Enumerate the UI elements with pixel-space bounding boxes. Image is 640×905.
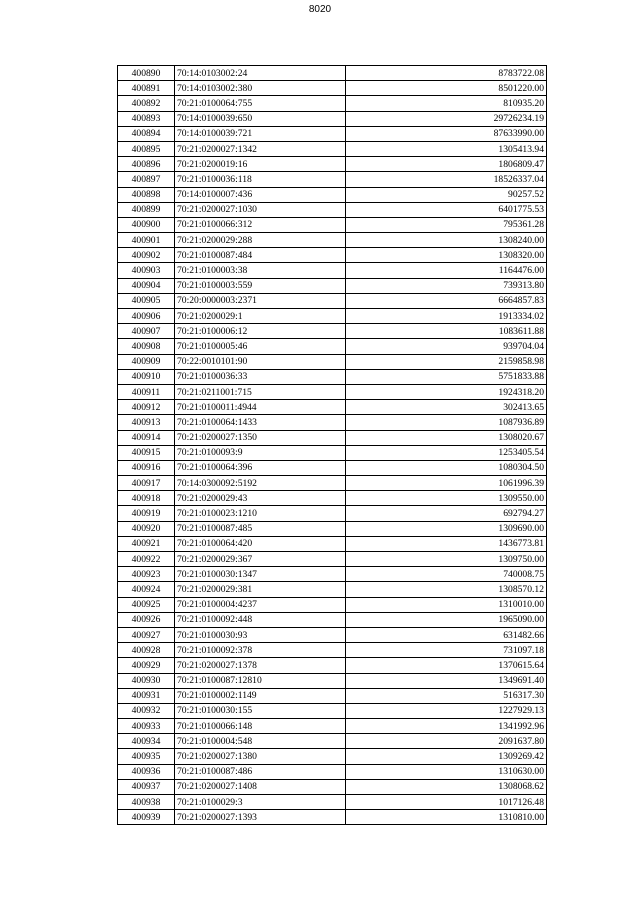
- table-row: [118, 445, 547, 460]
- row-id-cell: 400908: [118, 339, 175, 354]
- table-row: [118, 476, 547, 491]
- cadastral-value-cell: 1308068.62: [346, 779, 547, 794]
- row-id-cell: 400892: [118, 96, 175, 111]
- table-row: [118, 172, 547, 187]
- row-id-cell: 400930: [118, 673, 175, 688]
- cadastral-value-cell: 1305413.94: [346, 141, 547, 156]
- row-id-cell: 400924: [118, 582, 175, 597]
- cadastral-number-cell: 70:21:0100030:1347: [175, 567, 346, 582]
- row-id-cell: 400911: [118, 384, 175, 399]
- cadastral-number-cell: 70:21:0100011:4944: [175, 400, 346, 415]
- cadastral-value-cell: 90257.52: [346, 187, 547, 202]
- table-row: [118, 703, 547, 718]
- table-row: [118, 384, 547, 399]
- row-id-cell: 400922: [118, 552, 175, 567]
- cadastral-value-cell: 1308240.00: [346, 233, 547, 248]
- cadastral-number-cell: 70:21:0211001:715: [175, 384, 346, 399]
- cadastral-number-cell: 70:21:0100006:12: [175, 324, 346, 339]
- table-row: [118, 764, 547, 779]
- row-id-cell: 400916: [118, 460, 175, 475]
- cadastral-number-cell: 70:21:0100093:9: [175, 445, 346, 460]
- row-id-cell: 400933: [118, 719, 175, 734]
- cadastral-number-cell: 70:14:0100039:650: [175, 111, 346, 126]
- table-row: [118, 217, 547, 232]
- cadastral-value-cell: 1017126.48: [346, 795, 547, 810]
- cadastral-value-cell: 1309269.42: [346, 749, 547, 764]
- table-row: [118, 66, 547, 81]
- table-row: [118, 369, 547, 384]
- table-row: [118, 582, 547, 597]
- cadastral-number-cell: 70:21:0100003:559: [175, 278, 346, 293]
- row-id-cell: 400906: [118, 309, 175, 324]
- table-row: [118, 491, 547, 506]
- cadastral-number-cell: 70:21:0100029:3: [175, 795, 346, 810]
- table-row: [118, 248, 547, 263]
- row-id-cell: 400939: [118, 810, 175, 825]
- row-id-cell: 400919: [118, 506, 175, 521]
- table-row: [118, 278, 547, 293]
- cadastral-number-cell: 70:21:0200029:1: [175, 309, 346, 324]
- cadastral-value-cell: 1308570.12: [346, 582, 547, 597]
- row-id-cell: 400938: [118, 795, 175, 810]
- cadastral-value-cell: 1913334.02: [346, 309, 547, 324]
- row-id-cell: 400913: [118, 415, 175, 430]
- cadastral-value-cell: 731097.18: [346, 643, 547, 658]
- row-id-cell: 400929: [118, 658, 175, 673]
- cadastral-value-cell: 631482.66: [346, 627, 547, 642]
- cadastral-value-cell: 1309690.00: [346, 521, 547, 536]
- cadastral-value-cell: 795361.28: [346, 217, 547, 232]
- cadastral-number-cell: 70:21:0200027:1342: [175, 141, 346, 156]
- table-row: [118, 187, 547, 202]
- cadastral-value-cell: 1924318.20: [346, 384, 547, 399]
- row-id-cell: 400900: [118, 217, 175, 232]
- table-row: [118, 749, 547, 764]
- table-row: [118, 111, 547, 126]
- row-id-cell: 400928: [118, 643, 175, 658]
- cadastral-value-cell: 29726234.19: [346, 111, 547, 126]
- row-id-cell: 400909: [118, 354, 175, 369]
- table-row: [118, 293, 547, 308]
- cadastral-value-cell: 1341992.96: [346, 719, 547, 734]
- cadastral-value-cell: 1309550.00: [346, 491, 547, 506]
- row-id-cell: 400893: [118, 111, 175, 126]
- cadastral-number-cell: 70:21:0100087:486: [175, 764, 346, 779]
- table-row: [118, 324, 547, 339]
- cadastral-value-table: [117, 65, 547, 825]
- row-id-cell: 400935: [118, 749, 175, 764]
- cadastral-number-cell: 70:21:0100064:1433: [175, 415, 346, 430]
- cadastral-number-cell: 70:21:0100087:484: [175, 248, 346, 263]
- table-row: [118, 597, 547, 612]
- cadastral-number-cell: 70:14:0100039:721: [175, 126, 346, 141]
- row-id-cell: 400914: [118, 430, 175, 445]
- cadastral-value-cell: 740008.75: [346, 567, 547, 582]
- table-row: [118, 400, 547, 415]
- table-row: [118, 233, 547, 248]
- table-row: [118, 779, 547, 794]
- cadastral-value-cell: 6664857.83: [346, 293, 547, 308]
- row-id-cell: 400918: [118, 491, 175, 506]
- cadastral-value-cell: 18526337.04: [346, 172, 547, 187]
- table-row: [118, 126, 547, 141]
- cadastral-number-cell: 70:21:0100030:93: [175, 627, 346, 642]
- row-id-cell: 400891: [118, 81, 175, 96]
- cadastral-number-cell: 70:21:0200027:1408: [175, 779, 346, 794]
- cadastral-value-cell: 8501220.00: [346, 81, 547, 96]
- cadastral-value-cell: 1227929.13: [346, 703, 547, 718]
- row-id-cell: 400920: [118, 521, 175, 536]
- cadastral-value-cell: 1806809.47: [346, 157, 547, 172]
- row-id-cell: 400905: [118, 293, 175, 308]
- cadastral-number-cell: 70:21:0100003:38: [175, 263, 346, 278]
- table-row: [118, 415, 547, 430]
- table-row: [118, 552, 547, 567]
- cadastral-value-cell: 6401775.53: [346, 202, 547, 217]
- cadastral-value-cell: 692794.27: [346, 506, 547, 521]
- table-row: [118, 627, 547, 642]
- cadastral-value-cell: 1253405.54: [346, 445, 547, 460]
- cadastral-number-cell: 70:21:0100064:755: [175, 96, 346, 111]
- cadastral-number-cell: 70:20:0000003:2371: [175, 293, 346, 308]
- cadastral-number-cell: 70:21:0200027:1378: [175, 658, 346, 673]
- table-row: [118, 810, 547, 825]
- cadastral-value-cell: 1310630.00: [346, 764, 547, 779]
- row-id-cell: 400917: [118, 476, 175, 491]
- table-row: [118, 658, 547, 673]
- row-id-cell: 400927: [118, 627, 175, 642]
- row-id-cell: 400899: [118, 202, 175, 217]
- cadastral-value-cell: 1310810.00: [346, 810, 547, 825]
- row-id-cell: 400936: [118, 764, 175, 779]
- cadastral-number-cell: 70:21:0100066:148: [175, 719, 346, 734]
- cadastral-number-cell: 70:21:0100064:420: [175, 536, 346, 551]
- table-row: [118, 719, 547, 734]
- table-row: [118, 81, 547, 96]
- row-id-cell: 400934: [118, 734, 175, 749]
- row-id-cell: 400894: [118, 126, 175, 141]
- row-id-cell: 400898: [118, 187, 175, 202]
- cadastral-value-cell: 516317.30: [346, 688, 547, 703]
- row-id-cell: 400921: [118, 536, 175, 551]
- cadastral-value-cell: 2091637.80: [346, 734, 547, 749]
- table-body: [118, 66, 547, 825]
- row-id-cell: 400901: [118, 233, 175, 248]
- cadastral-value-cell: 1061996.39: [346, 476, 547, 491]
- cadastral-value-cell: 1310010.00: [346, 597, 547, 612]
- cadastral-value-cell: 8783722.08: [346, 66, 547, 81]
- table-row: [118, 141, 547, 156]
- row-id-cell: 400897: [118, 172, 175, 187]
- cadastral-value-cell: 1308320.00: [346, 248, 547, 263]
- cadastral-number-cell: 70:22:0010101:90: [175, 354, 346, 369]
- table-row: [118, 430, 547, 445]
- table-row: [118, 673, 547, 688]
- row-id-cell: 400902: [118, 248, 175, 263]
- cadastral-number-cell: 70:21:0200029:43: [175, 491, 346, 506]
- row-id-cell: 400907: [118, 324, 175, 339]
- cadastral-value-cell: 1309750.00: [346, 552, 547, 567]
- table-row: [118, 460, 547, 475]
- cadastral-number-cell: 70:14:0100007:436: [175, 187, 346, 202]
- cadastral-value-cell: 1370615.64: [346, 658, 547, 673]
- cadastral-number-cell: 70:21:0100087:485: [175, 521, 346, 536]
- row-id-cell: 400910: [118, 369, 175, 384]
- row-id-cell: 400904: [118, 278, 175, 293]
- table-row: [118, 521, 547, 536]
- row-id-cell: 400896: [118, 157, 175, 172]
- cadastral-number-cell: 70:14:0103002:380: [175, 81, 346, 96]
- cadastral-number-cell: 70:21:0200027:1380: [175, 749, 346, 764]
- table-row: [118, 795, 547, 810]
- cadastral-number-cell: 70:21:0100087:12810: [175, 673, 346, 688]
- table-row: [118, 643, 547, 658]
- cadastral-number-cell: 70:21:0100002:1149: [175, 688, 346, 703]
- row-id-cell: 400937: [118, 779, 175, 794]
- cadastral-value-cell: 87633990.00: [346, 126, 547, 141]
- cadastral-number-cell: 70:21:0200029:288: [175, 233, 346, 248]
- table-row: [118, 734, 547, 749]
- cadastral-value-cell: 1436773.81: [346, 536, 547, 551]
- row-id-cell: 400931: [118, 688, 175, 703]
- cadastral-number-cell: 70:21:0200019:16: [175, 157, 346, 172]
- table-row: [118, 339, 547, 354]
- table-row: [118, 506, 547, 521]
- cadastral-value-cell: 1164476.00: [346, 263, 547, 278]
- table-row: [118, 612, 547, 627]
- cadastral-number-cell: 70:21:0100064:396: [175, 460, 346, 475]
- cadastral-number-cell: 70:21:0200029:381: [175, 582, 346, 597]
- table-row: [118, 263, 547, 278]
- table-row: [118, 688, 547, 703]
- cadastral-number-cell: 70:14:0103002:24: [175, 66, 346, 81]
- cadastral-number-cell: 70:21:0100023:1210: [175, 506, 346, 521]
- cadastral-number-cell: 70:21:0100036:118: [175, 172, 346, 187]
- row-id-cell: 400923: [118, 567, 175, 582]
- cadastral-value-cell: 810935.20: [346, 96, 547, 111]
- row-id-cell: 400926: [118, 612, 175, 627]
- cadastral-number-cell: 70:21:0100092:378: [175, 643, 346, 658]
- row-id-cell: 400915: [118, 445, 175, 460]
- table-row: [118, 157, 547, 172]
- cadastral-number-cell: 70:21:0100004:4237: [175, 597, 346, 612]
- cadastral-number-cell: 70:21:0100092:448: [175, 612, 346, 627]
- cadastral-value-cell: 1308020.67: [346, 430, 547, 445]
- table-row: [118, 567, 547, 582]
- table-row: [118, 202, 547, 217]
- row-id-cell: 400932: [118, 703, 175, 718]
- cadastral-value-cell: 1965090.00: [346, 612, 547, 627]
- cadastral-number-cell: 70:21:0200027:1393: [175, 810, 346, 825]
- cadastral-number-cell: 70:21:0100030:155: [175, 703, 346, 718]
- table-row: [118, 536, 547, 551]
- cadastral-value-cell: 1083611.88: [346, 324, 547, 339]
- cadastral-number-cell: 70:21:0200029:367: [175, 552, 346, 567]
- row-id-cell: 400912: [118, 400, 175, 415]
- cadastral-number-cell: 70:21:0100005:46: [175, 339, 346, 354]
- cadastral-number-cell: 70:14:0300092:5192: [175, 476, 346, 491]
- table-row: [118, 309, 547, 324]
- cadastral-value-cell: 302413.65: [346, 400, 547, 415]
- cadastral-value-cell: 939704.04: [346, 339, 547, 354]
- cadastral-number-cell: 70:21:0100036:33: [175, 369, 346, 384]
- cadastral-value-cell: 5751833.88: [346, 369, 547, 384]
- cadastral-number-cell: 70:21:0100004:548: [175, 734, 346, 749]
- page-number: 8020: [308, 4, 332, 15]
- row-id-cell: 400925: [118, 597, 175, 612]
- row-id-cell: 400895: [118, 141, 175, 156]
- table-row: [118, 354, 547, 369]
- cadastral-value-cell: 1349691.40: [346, 673, 547, 688]
- cadastral-value-cell: 2159858.98: [346, 354, 547, 369]
- cadastral-value-cell: 1080304.50: [346, 460, 547, 475]
- table-row: [118, 96, 547, 111]
- cadastral-number-cell: 70:21:0200027:1030: [175, 202, 346, 217]
- cadastral-value-cell: 739313.80: [346, 278, 547, 293]
- cadastral-number-cell: 70:21:0100066:312: [175, 217, 346, 232]
- row-id-cell: 400903: [118, 263, 175, 278]
- cadastral-number-cell: 70:21:0200027:1350: [175, 430, 346, 445]
- cadastral-value-cell: 1087936.89: [346, 415, 547, 430]
- row-id-cell: 400890: [118, 66, 175, 81]
